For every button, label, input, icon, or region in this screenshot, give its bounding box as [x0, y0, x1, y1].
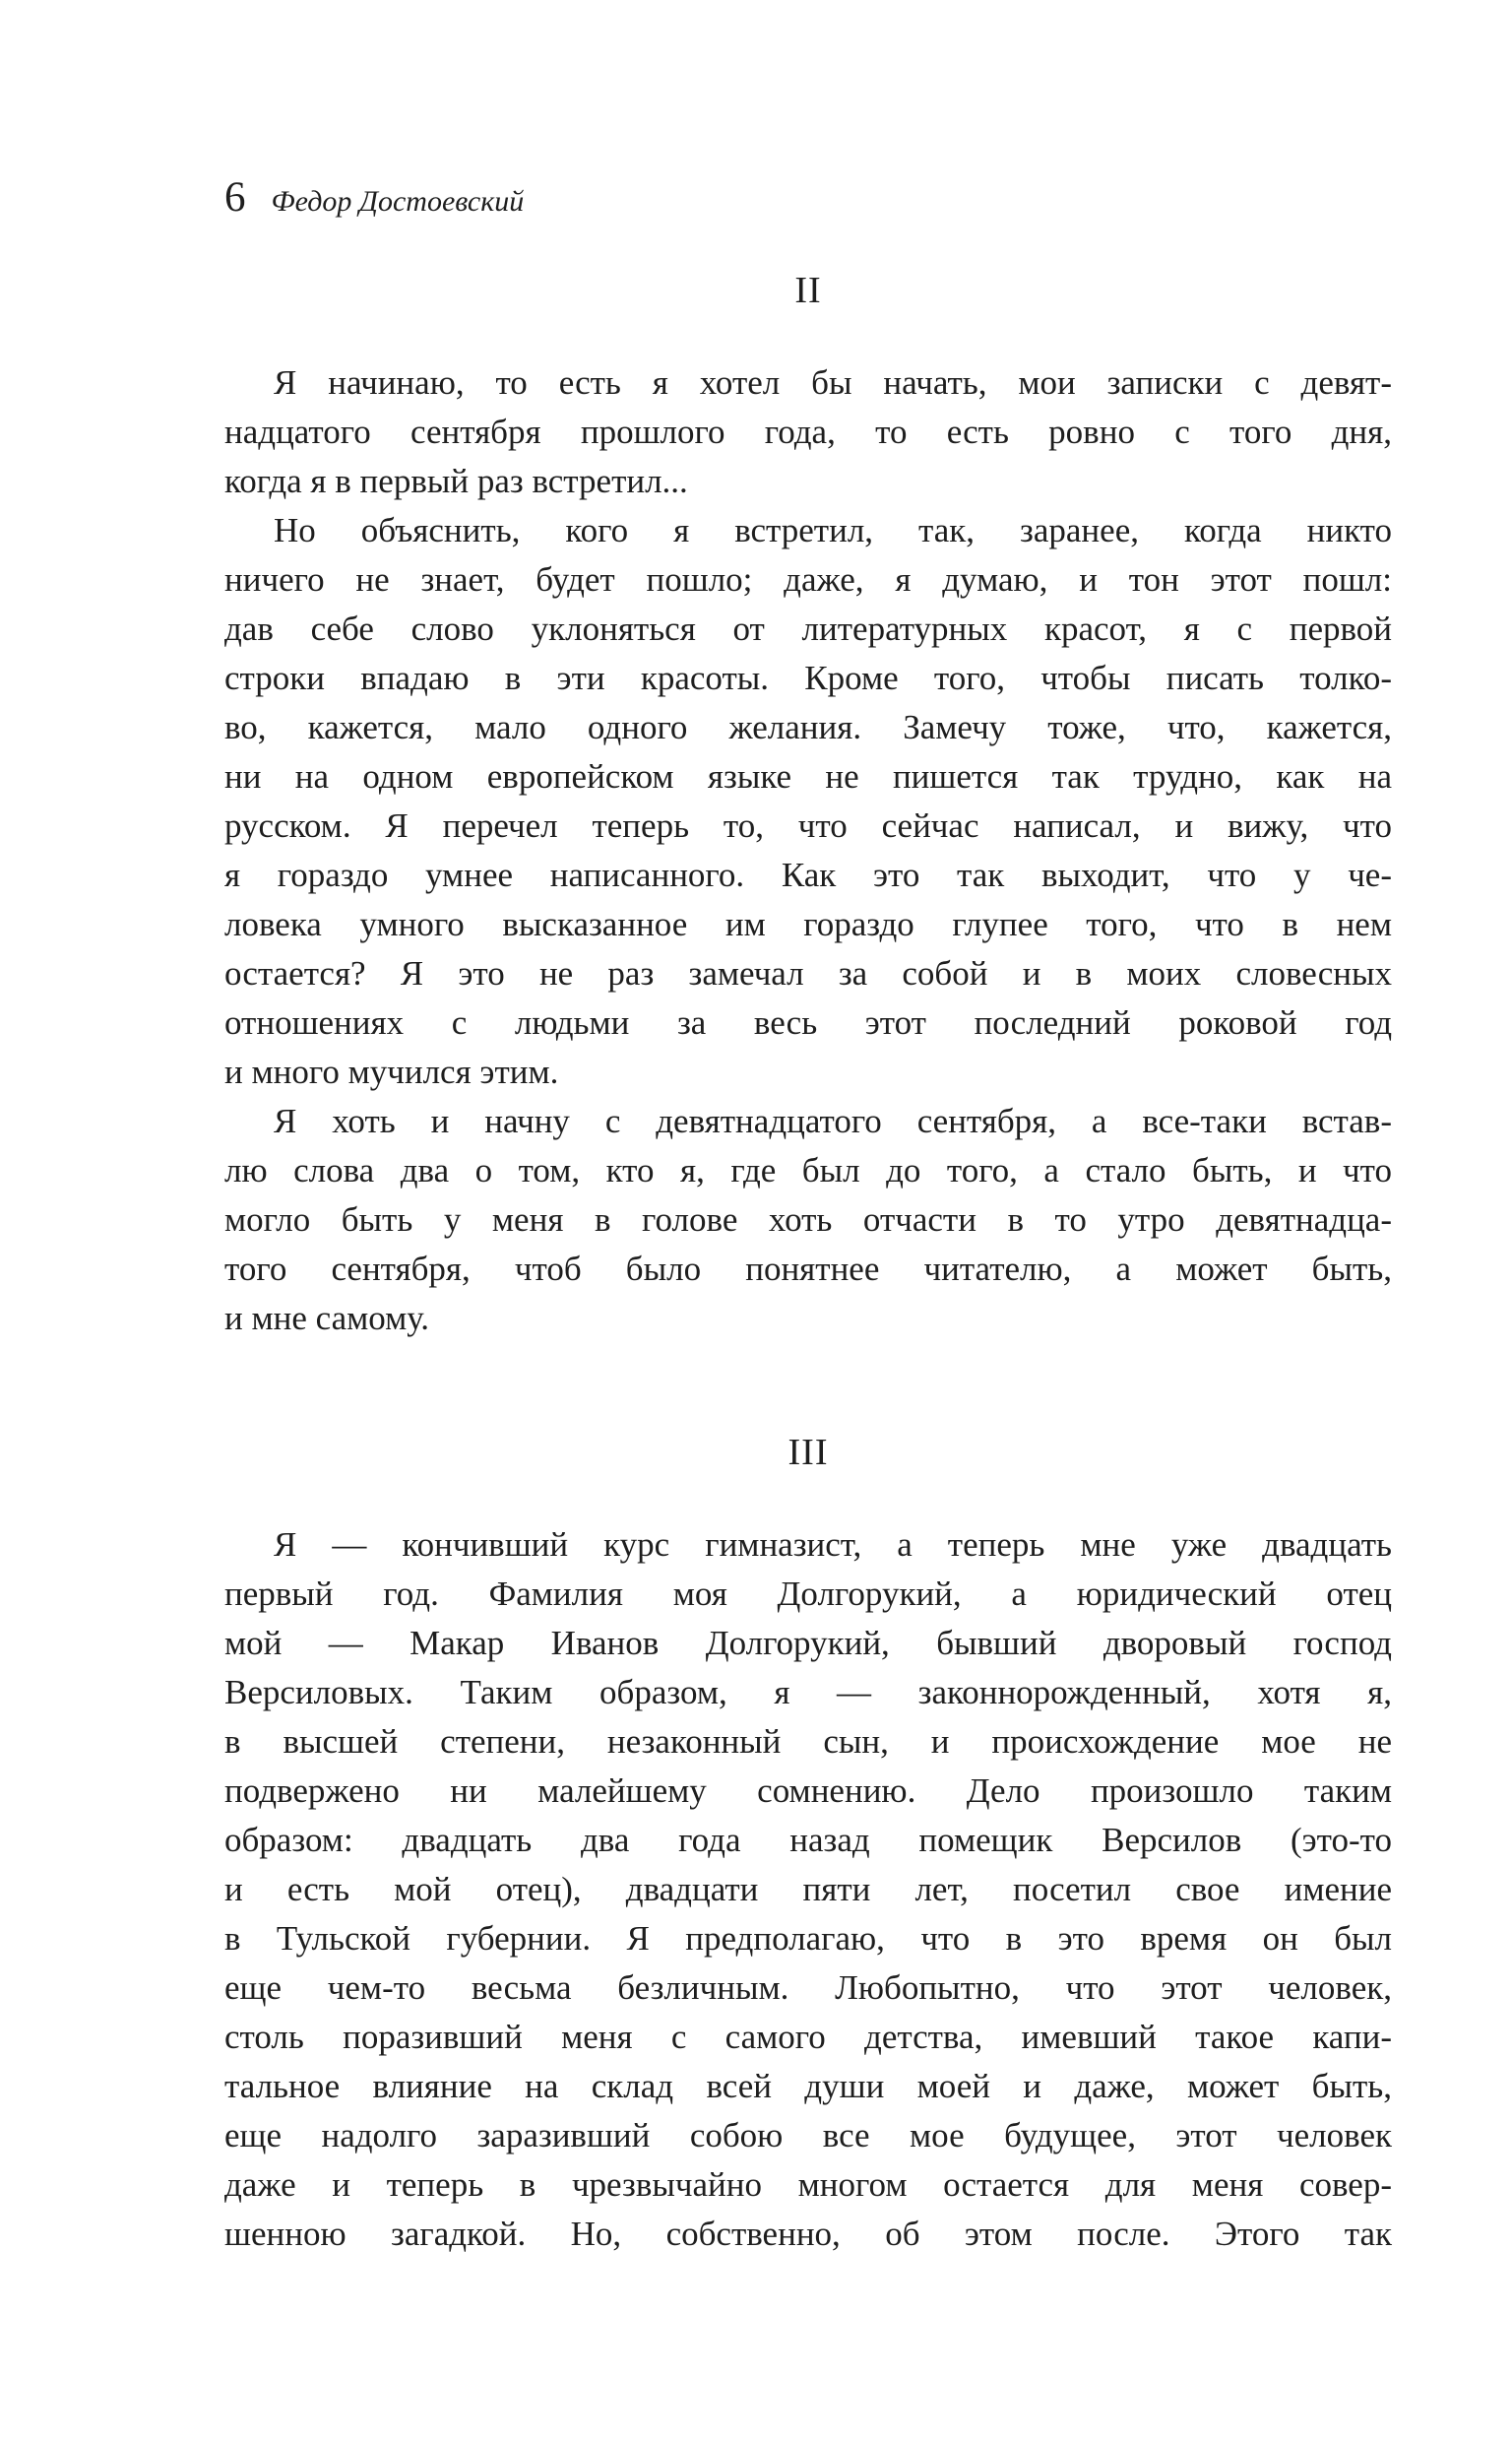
text-line: даже и теперь в чрезвычайно многом остается для меня совер- — [224, 2165, 1392, 2204]
text-line: лю слова два о том, кто я, где был до того, а стало быть, и что — [224, 1151, 1392, 1189]
text-line: могло быть у меня в голове хоть отчасти в то утро девятнадца- — [224, 1200, 1392, 1239]
paragraph — [224, 1520, 1392, 2259]
text-line: Версиловых. Таким образом, я — законнорожденный, хотя я, — [224, 1673, 1392, 1711]
text-line: русском. Я перечел теперь то, что сейчас написал, и вижу, что — [224, 806, 1392, 845]
text-line: тальное влияние на склад всей души моей и даже, может быть, — [224, 2067, 1392, 2105]
text-line: ничего не знает, будет пошло; даже, я думаю, и тон этот пошл: — [224, 560, 1392, 599]
text-line: когда я в первый раз встретил... — [224, 462, 688, 500]
text-line: во, кажется, мало одного желания. Замечу тоже, что, кажется, — [224, 708, 1392, 746]
paragraph — [224, 506, 1392, 1097]
text-line: и мне самому. — [224, 1299, 430, 1337]
page-body — [224, 268, 1392, 2259]
section-heading: II — [794, 270, 822, 311]
text-line: столь поразивший меня с самого детства, имевший такое капи- — [224, 2018, 1392, 2056]
text-line: ловека умного высказанное им гораздо глупее того, что в нем — [224, 905, 1392, 943]
text-line: в высшей степени, незаконный сын, и происхождение мое не — [224, 1722, 1392, 1761]
running-title: Федор Достоевский — [271, 185, 525, 218]
text-line: надцатого сентября прошлого года, то есть ровно с того дня, — [224, 413, 1392, 451]
page-header — [224, 173, 1392, 226]
text-line: подвержено ни малейшему сомнению. Дело произошло таким — [224, 1771, 1392, 1810]
text-line: дав себе слово уклоняться от литературных красот, я с первой — [224, 610, 1392, 648]
text-line: отношениях с людьми за весь этот последний роковой год — [224, 1003, 1392, 1042]
text-line: того сентября, чтоб было понятнее читателю, а может быть, — [224, 1250, 1392, 1288]
text-line: и много мучился этим. — [224, 1053, 559, 1091]
text-line: Я — кончивший курс гимназист, а теперь мне уже двадцать — [274, 1525, 1392, 1564]
text-line: Я начинаю, то есть я хотел бы начать, мои записки с девят- — [274, 363, 1392, 402]
text-line: мой — Макар Иванов Долгорукий, бывший дворовый господ — [224, 1624, 1392, 1662]
text-line: еще надолго заразивший собою все мое будущее, этот человек — [224, 2116, 1392, 2154]
paragraph — [224, 1097, 1392, 1343]
text-line: шенною загадкой. Но, собственно, об этом после. Этого так — [224, 2215, 1392, 2253]
text-line: ни на одном европейском языке не пишется так трудно, как на — [224, 757, 1392, 796]
text-line: Но объяснить, кого я встретил, так, заранее, когда никто — [274, 511, 1392, 549]
text-line: и есть мой отец), двадцати пяти лет, посетил свое имение — [224, 1870, 1392, 1908]
page-number: 6 — [224, 174, 246, 221]
text-line: остается? Я это не раз замечал за собой и в моих словесных — [224, 954, 1392, 993]
text-line: строки впадаю в эти красоты. Кроме того, чтобы писать толко- — [224, 659, 1392, 697]
text-line: образом: двадцать два года назад помещик Версилов (это-то — [224, 1821, 1392, 1859]
text-line: еще чем-то весьма безличным. Любопытно, что этот человек, — [224, 1968, 1392, 2007]
text-line: я гораздо умнее написанного. Как это так выходит, что у че- — [224, 856, 1392, 894]
paragraph — [224, 358, 1392, 506]
page-content — [224, 173, 1392, 2259]
text-line: первый год. Фамилия моя Долгорукий, а юридический отец — [224, 1575, 1392, 1613]
text-line: Я хоть и начну с девятнадцатого сентября, а все-таки встав- — [274, 1102, 1392, 1140]
section-heading: III — [788, 1432, 829, 1473]
text-line: в Тульской губернии. Я предполагаю, что в это время он был — [224, 1919, 1392, 1958]
